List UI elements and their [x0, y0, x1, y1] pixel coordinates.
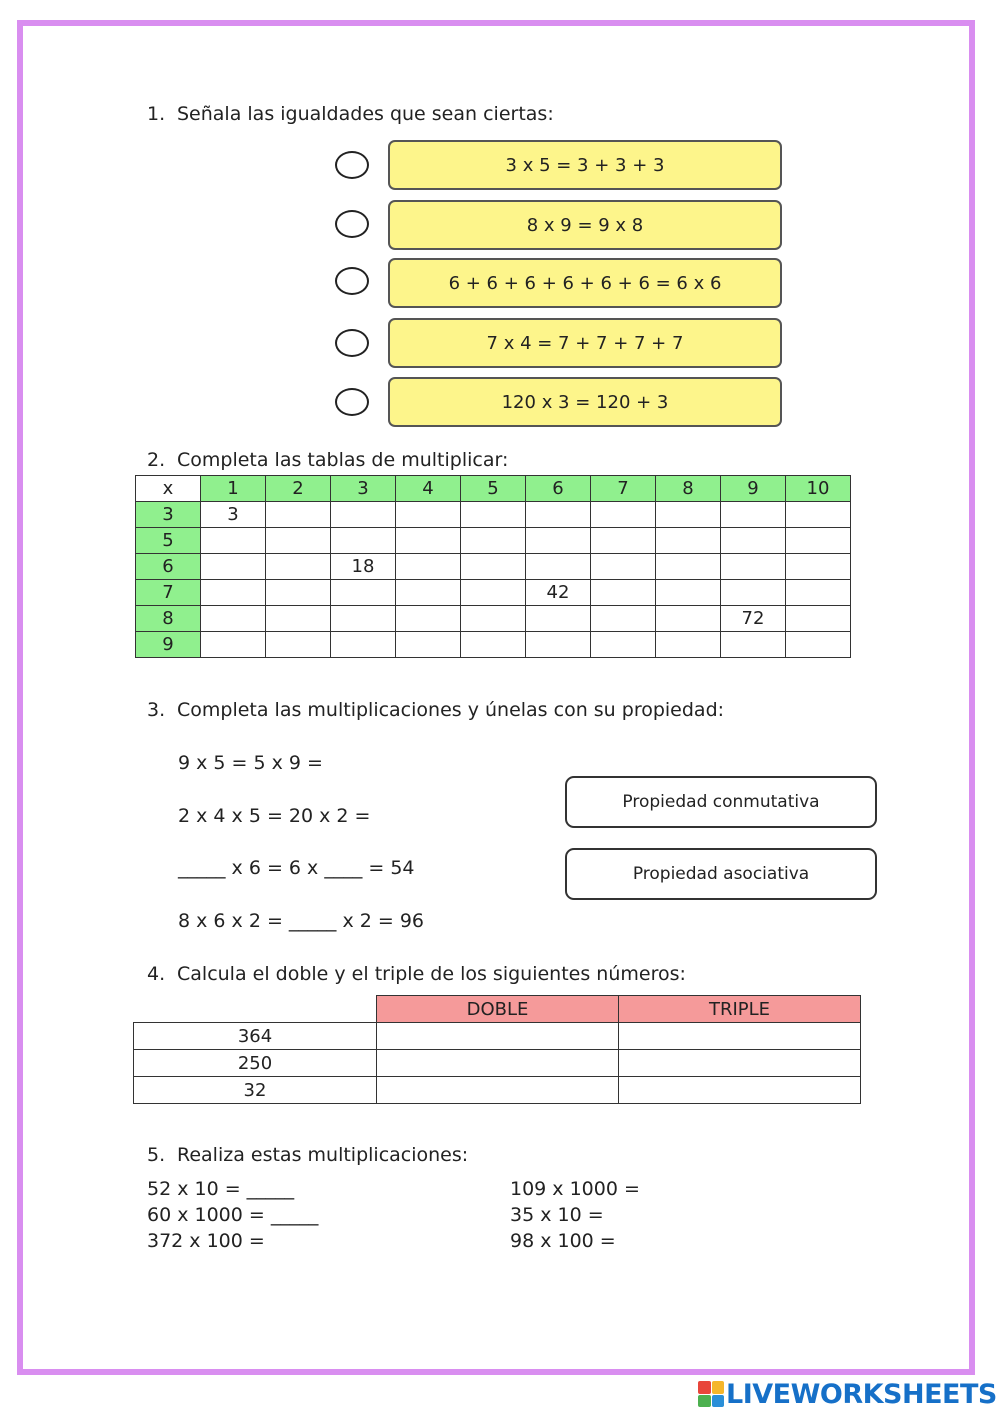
answer-cell[interactable]: [331, 580, 396, 606]
q4-heading: [147, 963, 686, 985]
q5-number: 5.: [147, 1144, 166, 1166]
answer-cell[interactable]: [266, 528, 331, 554]
row-number: 364: [134, 1023, 377, 1050]
column-header: 4: [396, 476, 461, 502]
table-row: [136, 502, 851, 528]
column-header: 7: [591, 476, 656, 502]
answer-cell[interactable]: [331, 632, 396, 658]
row-header: 3: [136, 502, 201, 528]
table-row: [136, 528, 851, 554]
q5-left-3: 372 x 100 =: [147, 1230, 265, 1252]
answer-cell[interactable]: [591, 528, 656, 554]
answer-cell[interactable]: 18: [331, 554, 396, 580]
answer-cell[interactable]: [331, 502, 396, 528]
table-header-row: [134, 996, 861, 1023]
q3-number: 3.: [147, 699, 166, 721]
row-header: 6: [136, 554, 201, 580]
answer-cell[interactable]: 42: [526, 580, 591, 606]
answer-cell[interactable]: [201, 632, 266, 658]
answer-cell[interactable]: [461, 632, 526, 658]
liveworksheets-brand: [698, 1378, 997, 1410]
column-header: 8: [656, 476, 721, 502]
q3-equation-2: 2 x 4 x 5 = 20 x 2 =: [178, 805, 371, 827]
q3-equation-3: _____ x 6 = 6 x ____ = 54: [178, 857, 415, 879]
table-row: [134, 1050, 861, 1077]
answer-cell[interactable]: [656, 554, 721, 580]
q3-equation-1: 9 x 5 = 5 x 9 =: [178, 752, 323, 774]
column-header: 5: [461, 476, 526, 502]
table-blank-corner: [134, 996, 377, 1023]
q5-right-2: 35 x 10 =: [510, 1204, 604, 1226]
answer-cell[interactable]: [786, 528, 851, 554]
row-header: 9: [136, 632, 201, 658]
answer-cell[interactable]: [656, 632, 721, 658]
answer-cell[interactable]: [786, 580, 851, 606]
answer-cell[interactable]: [656, 606, 721, 632]
q2-number: 2.: [147, 449, 166, 471]
multiplication-table: [135, 475, 851, 658]
answer-cell[interactable]: [591, 580, 656, 606]
answer-cell[interactable]: [396, 502, 461, 528]
answer-cell[interactable]: [526, 606, 591, 632]
q1-title: Señala las igualdades que sean ciertas:: [177, 103, 554, 125]
table-row: [134, 1023, 861, 1050]
answer-cell[interactable]: [656, 580, 721, 606]
answer-cell[interactable]: [461, 606, 526, 632]
row-number: 32: [134, 1077, 377, 1104]
q3-equation-4: 8 x 6 x 2 = _____ x 2 = 96: [178, 910, 424, 932]
q5-heading: [147, 1144, 468, 1166]
q2-heading: [147, 449, 508, 471]
table-header-row: [136, 476, 851, 502]
q1-heading: [147, 103, 554, 125]
answer-cell[interactable]: [526, 528, 591, 554]
answer-cell-triple[interactable]: [619, 1023, 861, 1050]
answer-cell[interactable]: [266, 502, 331, 528]
answer-cell[interactable]: [656, 502, 721, 528]
q1-number: 1.: [147, 103, 166, 125]
column-header-doble: DOBLE: [377, 996, 619, 1023]
answer-cell[interactable]: [526, 502, 591, 528]
q5-left-1: 52 x 10 = _____: [147, 1178, 295, 1200]
answer-cell[interactable]: [786, 606, 851, 632]
answer-cell[interactable]: [591, 606, 656, 632]
answer-cell[interactable]: [786, 632, 851, 658]
answer-cell[interactable]: [266, 606, 331, 632]
column-header: 3: [331, 476, 396, 502]
answer-cell[interactable]: [396, 632, 461, 658]
column-header: 6: [526, 476, 591, 502]
answer-cell[interactable]: [786, 502, 851, 528]
table-row: [136, 554, 851, 580]
table-row: [134, 1077, 861, 1104]
answer-cell[interactable]: [201, 606, 266, 632]
q1-radio-2[interactable]: [335, 210, 369, 238]
answer-cell[interactable]: [396, 580, 461, 606]
q1-radio-3[interactable]: [335, 267, 369, 295]
answer-cell[interactable]: [201, 528, 266, 554]
q3-heading: [147, 699, 724, 721]
q5-left-2: 60 x 1000 = _____: [147, 1204, 319, 1226]
answer-cell[interactable]: [721, 554, 786, 580]
row-header: 8: [136, 606, 201, 632]
answer-cell[interactable]: [201, 554, 266, 580]
q3-title: Completa las multiplicaciones y únelas con su propiedad:: [177, 699, 725, 721]
answer-cell-doble[interactable]: [377, 1050, 619, 1077]
answer-cell[interactable]: [591, 502, 656, 528]
property-associative-box[interactable]: Propiedad asociativa: [565, 848, 877, 900]
table-corner: x: [136, 476, 201, 502]
q1-option-4: 7 x 4 = 7 + 7 + 7 + 7: [388, 318, 782, 368]
q1-option-3: 6 + 6 + 6 + 6 + 6 + 6 = 6 x 6: [388, 258, 782, 308]
column-header: 10: [786, 476, 851, 502]
double-triple-table: [133, 995, 861, 1104]
q1-radio-1[interactable]: [335, 151, 369, 179]
answer-cell[interactable]: [461, 502, 526, 528]
brand-name: LIVEWORKSHEETS: [726, 1378, 997, 1410]
q1-option-2: 8 x 9 = 9 x 8: [388, 200, 782, 250]
answer-cell[interactable]: 3: [201, 502, 266, 528]
liveworksheets-logo-icon: [698, 1381, 724, 1407]
answer-cell[interactable]: [331, 606, 396, 632]
answer-cell[interactable]: [396, 528, 461, 554]
answer-cell[interactable]: [461, 554, 526, 580]
q4-title: Calcula el doble y el triple de los siguientes números:: [177, 963, 686, 985]
row-header: 7: [136, 580, 201, 606]
answer-cell-doble[interactable]: [377, 1077, 619, 1104]
answer-cell[interactable]: [786, 554, 851, 580]
row-header: 5: [136, 528, 201, 554]
answer-cell[interactable]: [266, 554, 331, 580]
column-header: 1: [201, 476, 266, 502]
answer-cell[interactable]: [266, 580, 331, 606]
answer-cell-triple[interactable]: [619, 1050, 861, 1077]
table-row: [136, 632, 851, 658]
answer-cell[interactable]: [591, 632, 656, 658]
answer-cell[interactable]: [656, 528, 721, 554]
row-number: 250: [134, 1050, 377, 1077]
table-row: [136, 606, 851, 632]
table-row: [136, 580, 851, 606]
answer-cell[interactable]: [721, 632, 786, 658]
column-header-triple: TRIPLE: [619, 996, 861, 1023]
answer-cell[interactable]: [526, 632, 591, 658]
answer-cell[interactable]: [526, 554, 591, 580]
answer-cell[interactable]: [201, 580, 266, 606]
answer-cell[interactable]: [721, 528, 786, 554]
answer-cell[interactable]: 72: [721, 606, 786, 632]
answer-cell[interactable]: [461, 580, 526, 606]
answer-cell[interactable]: [331, 528, 396, 554]
answer-cell[interactable]: [721, 502, 786, 528]
answer-cell[interactable]: [396, 554, 461, 580]
column-header: 9: [721, 476, 786, 502]
answer-cell-triple[interactable]: [619, 1077, 861, 1104]
q1-option-1: 3 x 5 = 3 + 3 + 3: [388, 140, 782, 190]
q1-radio-5[interactable]: [335, 388, 369, 416]
q5-right-1: 109 x 1000 =: [510, 1178, 640, 1200]
property-commutative-box[interactable]: Propiedad conmutativa: [565, 776, 877, 828]
q1-option-5: 120 x 3 = 120 + 3: [388, 377, 782, 427]
q5-title: Realiza estas multiplicaciones:: [177, 1144, 469, 1166]
answer-cell[interactable]: [396, 606, 461, 632]
answer-cell-doble[interactable]: [377, 1023, 619, 1050]
answer-cell[interactable]: [266, 632, 331, 658]
q5-right-3: 98 x 100 =: [510, 1230, 616, 1252]
answer-cell[interactable]: [591, 554, 656, 580]
answer-cell[interactable]: [721, 580, 786, 606]
q1-radio-4[interactable]: [335, 329, 369, 357]
q2-title: Completa las tablas de multiplicar:: [177, 449, 509, 471]
column-header: 2: [266, 476, 331, 502]
answer-cell[interactable]: [461, 528, 526, 554]
q4-number: 4.: [147, 963, 166, 985]
